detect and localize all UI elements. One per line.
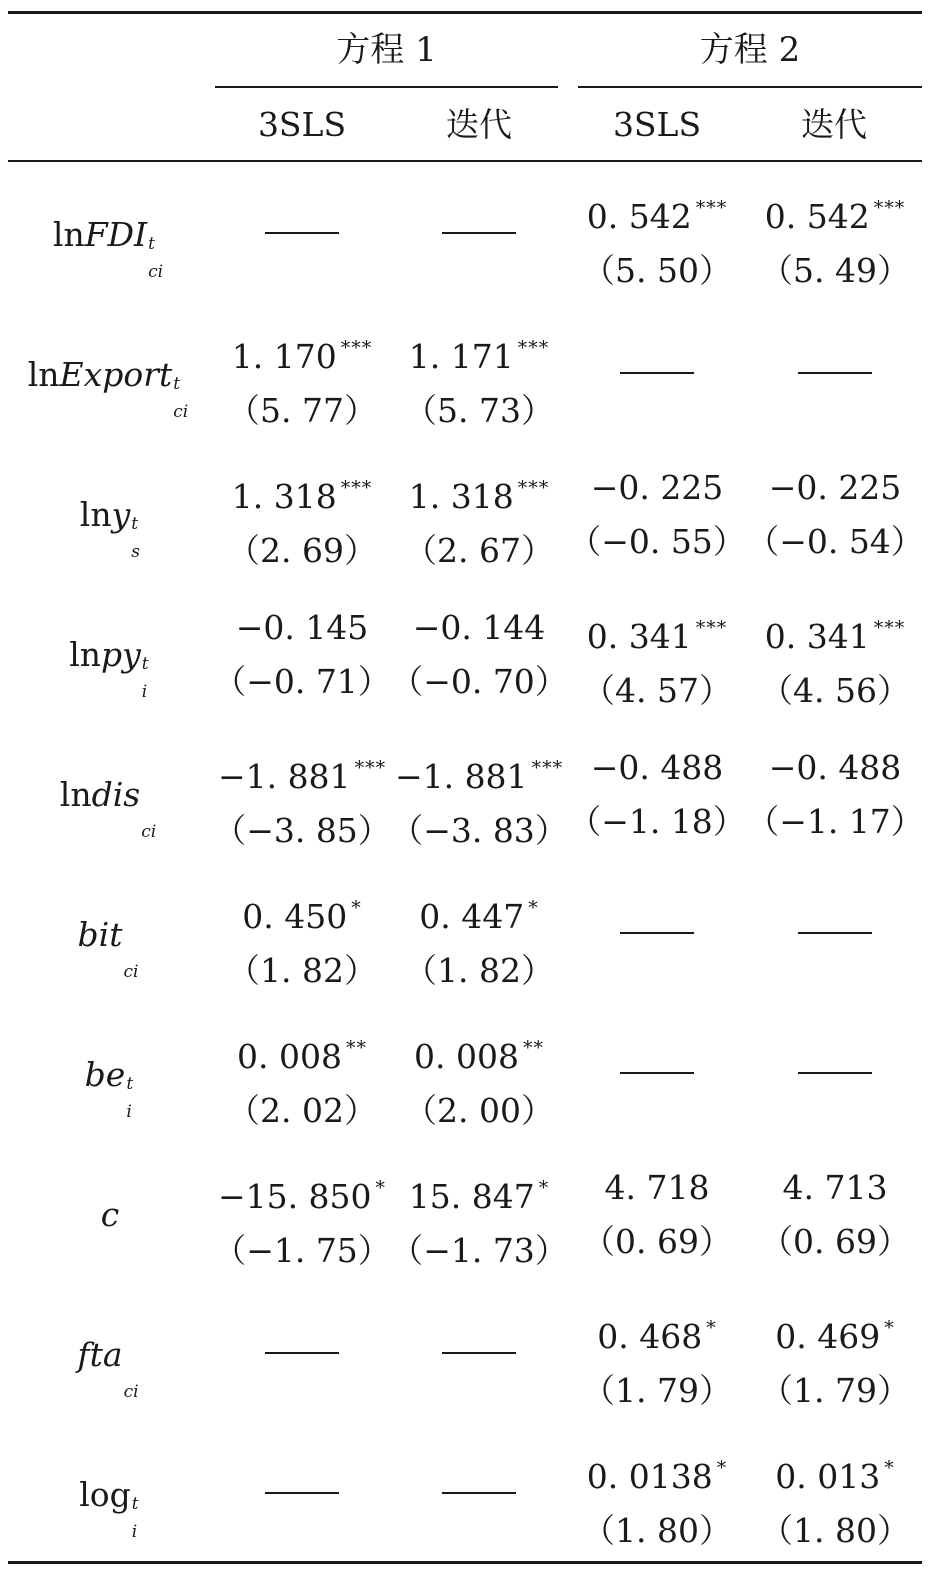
row-variable <box>20 215 200 282</box>
coefficient-line <box>568 608 746 657</box>
coefficient-cell <box>390 328 568 431</box>
t-statistic: （−1. 75） <box>213 1231 391 1270</box>
coefficient-line <box>390 1028 568 1077</box>
coefficient-value: 0. 008 <box>414 1037 519 1076</box>
significance-stars: * <box>375 1177 387 1199</box>
row-variable <box>20 1055 200 1122</box>
coefficient-value: −1. 881 <box>394 757 528 796</box>
variable-prefix: ln <box>59 775 92 814</box>
row-variable <box>20 355 200 422</box>
col-header-1: 3SLS <box>257 105 347 144</box>
variable-prefix: log <box>79 1475 131 1514</box>
empty-cell-dash <box>620 372 694 374</box>
significance-stars: * <box>528 897 539 919</box>
variable-subscript: ci <box>141 822 157 842</box>
empty-cell-dash <box>798 1072 872 1074</box>
significance-stars: *** <box>695 617 728 639</box>
variable-subscript: ci <box>123 1382 139 1402</box>
coefficient-line <box>568 468 746 508</box>
coefficient-value: 0. 008 <box>237 1037 342 1076</box>
significance-stars: *** <box>873 617 906 639</box>
t-statistic: （0. 69） <box>582 1222 732 1261</box>
coefficient-value: 0. 469 <box>775 1317 881 1356</box>
group2-underline <box>578 86 922 88</box>
coefficient-value: 0. 450 <box>242 897 348 936</box>
variable-superscript: t <box>141 654 149 674</box>
t-statistic: （5. 50） <box>582 251 732 290</box>
variable-superscript: t <box>131 1494 139 1514</box>
coefficient-cell <box>568 188 746 291</box>
variable-name: FDI <box>84 215 148 254</box>
t-statistic: （0. 69） <box>760 1222 910 1261</box>
variable-name: be <box>84 1055 126 1094</box>
coefficient-value: 0. 542 <box>586 197 692 236</box>
t-statistic: （4. 56） <box>760 671 910 710</box>
coefficient-value: 0. 341 <box>764 617 870 656</box>
coefficient-value: −0. 225 <box>590 468 724 507</box>
coefficient-line <box>390 328 568 377</box>
row-variable <box>20 1195 200 1235</box>
t-statistic: （−1. 17） <box>746 802 924 841</box>
coefficient-line <box>568 1168 746 1208</box>
coefficient-value: 0. 0138 <box>586 1457 713 1496</box>
coefficient-cell <box>390 748 568 851</box>
variable-subscript: s <box>131 542 140 562</box>
coefficient-value: −0. 488 <box>768 748 902 787</box>
coefficient-line <box>213 748 391 797</box>
col-header-2: 迭代 <box>446 105 512 144</box>
variable-subscript: i <box>141 682 148 702</box>
t-statistic: （−3. 85） <box>213 811 391 850</box>
variable-prefix: ln <box>69 635 102 674</box>
coefficient-line <box>746 1168 924 1208</box>
variable-name: py <box>101 635 141 674</box>
coefficient-line <box>746 608 924 657</box>
coefficient-cell <box>213 888 391 991</box>
significance-stars: * <box>351 897 362 919</box>
coefficient-line <box>568 748 746 788</box>
row-variable <box>20 775 200 842</box>
coefficient-line <box>390 748 568 797</box>
significance-stars: * <box>884 1457 895 1479</box>
coefficient-line <box>213 1168 391 1217</box>
coefficient-line <box>390 1168 568 1217</box>
coefficient-value: 0. 447 <box>419 897 525 936</box>
coefficient-value: 0. 542 <box>764 197 870 236</box>
empty-cell-dash <box>798 372 872 374</box>
t-statistic: （−1. 73） <box>390 1231 568 1270</box>
coefficient-value: 15. 847 <box>408 1177 535 1216</box>
coefficient-line <box>213 608 391 648</box>
significance-stars: * <box>538 1177 550 1199</box>
coefficient-line <box>746 748 924 788</box>
row-variable <box>20 1475 200 1542</box>
t-statistic: （2. 67） <box>404 531 554 570</box>
coefficient-cell <box>213 328 391 431</box>
coefficient-value: 4. 713 <box>782 1168 888 1207</box>
coefficient-value: 1. 318 <box>231 477 337 516</box>
coefficient-cell <box>568 1448 746 1551</box>
coefficient-cell <box>390 1028 568 1131</box>
coefficient-value: −0. 225 <box>768 468 902 507</box>
coefficient-cell <box>746 1448 924 1551</box>
t-statistic: （5. 77） <box>227 391 377 430</box>
variable-superscript: t <box>148 234 155 254</box>
t-statistic: （1. 82） <box>227 951 377 990</box>
t-statistic: （1. 80） <box>760 1511 910 1550</box>
t-statistic: （4. 57） <box>582 671 732 710</box>
coefficient-line <box>746 468 924 508</box>
t-statistic: （−0. 55） <box>568 522 746 561</box>
coefficient-value: 0. 341 <box>586 617 692 656</box>
coefficient-line <box>390 468 568 517</box>
coefficient-cell <box>568 748 746 842</box>
empty-cell-dash <box>442 1352 516 1354</box>
t-statistic: （1. 79） <box>582 1371 732 1410</box>
t-statistic: （−0. 70） <box>390 662 568 701</box>
coefficient-cell <box>746 1308 924 1411</box>
coefficient-line <box>746 1308 924 1357</box>
coefficient-value: −0. 488 <box>590 748 724 787</box>
coefficient-value: 1. 170 <box>231 337 337 376</box>
row-variable <box>20 635 200 702</box>
empty-cell-dash <box>265 1352 339 1354</box>
variable-name: bit <box>77 915 123 954</box>
t-statistic: （1. 80） <box>582 1511 732 1550</box>
significance-stars: *** <box>695 197 728 219</box>
t-statistic: （5. 49） <box>760 251 910 290</box>
coefficient-value: −15. 850 <box>217 1177 372 1216</box>
variable-superscript: t <box>131 514 139 534</box>
t-statistic: （−3. 83） <box>390 811 568 850</box>
coefficient-cell <box>213 468 391 571</box>
variable-subscript: i <box>131 1522 138 1542</box>
variable-subscript: ci <box>148 262 164 282</box>
coefficient-value: 1. 318 <box>408 477 514 516</box>
coefficient-line <box>568 1448 746 1497</box>
variable-subscript: i <box>126 1102 132 1122</box>
coefficient-line <box>390 608 568 648</box>
empty-cell-dash <box>442 232 516 234</box>
coefficient-cell <box>390 1168 568 1271</box>
col-header-3: 3SLS <box>612 105 702 144</box>
coefficient-cell <box>390 608 568 702</box>
coefficient-cell <box>568 608 746 711</box>
coefficient-line <box>213 328 391 377</box>
top-rule <box>8 11 922 14</box>
coefficient-value: 1. 171 <box>408 337 514 376</box>
significance-stars: * <box>884 1317 895 1339</box>
coefficient-value: 0. 013 <box>775 1457 881 1496</box>
coefficient-value: −1. 881 <box>217 757 351 796</box>
empty-cell-dash <box>798 932 872 934</box>
coefficient-value: −0. 144 <box>412 608 546 647</box>
t-statistic: （2. 00） <box>404 1091 554 1130</box>
t-statistic: （−0. 54） <box>746 522 924 561</box>
row-variable <box>20 915 200 982</box>
significance-stars: ** <box>345 1037 367 1059</box>
coefficient-value: 0. 468 <box>597 1317 703 1356</box>
variable-name: fta <box>77 1335 123 1374</box>
variable-name: c <box>100 1195 120 1234</box>
variable-prefix: ln <box>79 495 112 534</box>
variable-superscript: t <box>173 374 181 394</box>
coefficient-line <box>213 1028 391 1077</box>
coefficient-value: 4. 718 <box>604 1168 710 1207</box>
variable-name: dis <box>91 775 141 814</box>
t-statistic: （5. 73） <box>404 391 554 430</box>
significance-stars: * <box>706 1317 717 1339</box>
row-variable <box>20 1335 200 1402</box>
empty-cell-dash <box>265 1492 339 1494</box>
group-header-1: 方程 1 <box>336 30 437 70</box>
variable-subscript: ci <box>123 962 139 982</box>
coefficient-cell <box>213 748 391 851</box>
empty-cell-dash <box>620 1072 694 1074</box>
coefficient-cell <box>213 1168 391 1271</box>
coefficient-cell <box>746 608 924 711</box>
coefficient-cell <box>746 1168 924 1262</box>
header-rule <box>8 160 922 162</box>
coefficient-cell <box>568 1168 746 1262</box>
bottom-rule <box>8 1561 922 1564</box>
coefficient-cell <box>213 608 391 702</box>
t-statistic: （2. 69） <box>227 531 377 570</box>
coefficient-line <box>746 188 924 237</box>
variable-name: y <box>111 495 131 534</box>
variable-subscript: ci <box>173 402 189 422</box>
col-header-4: 迭代 <box>801 105 867 144</box>
coefficient-line <box>746 1448 924 1497</box>
coefficient-line <box>390 888 568 937</box>
empty-cell-dash <box>442 1492 516 1494</box>
t-statistic: （1. 82） <box>404 951 554 990</box>
coefficient-cell <box>746 748 924 842</box>
t-statistic: （2. 02） <box>227 1091 377 1130</box>
variable-name: Export <box>59 355 173 394</box>
significance-stars: *** <box>354 757 387 779</box>
significance-stars: *** <box>517 477 550 499</box>
t-statistic: （−1. 18） <box>568 802 746 841</box>
coefficient-line <box>568 1308 746 1357</box>
coefficient-cell <box>746 188 924 291</box>
significance-stars: ** <box>522 1037 544 1059</box>
coefficient-cell <box>746 468 924 562</box>
significance-stars: *** <box>873 197 906 219</box>
significance-stars: *** <box>531 757 564 779</box>
group1-underline <box>215 86 558 88</box>
empty-cell-dash <box>265 232 339 234</box>
coefficient-cell <box>568 468 746 562</box>
coefficient-cell <box>568 1308 746 1411</box>
t-statistic: （1. 79） <box>760 1371 910 1410</box>
variable-prefix: ln <box>27 355 60 394</box>
variable-superscript: t <box>126 1074 134 1094</box>
row-variable <box>20 495 200 562</box>
significance-stars: *** <box>340 337 373 359</box>
coefficient-line <box>213 468 391 517</box>
coefficient-value: −0. 145 <box>235 608 369 647</box>
t-statistic: （−0. 71） <box>213 662 391 701</box>
coefficient-cell <box>213 1028 391 1131</box>
group-header-2: 方程 2 <box>699 30 801 70</box>
significance-stars: *** <box>517 337 550 359</box>
significance-stars: * <box>716 1457 728 1479</box>
coefficient-cell <box>390 468 568 571</box>
variable-prefix: ln <box>52 215 85 254</box>
empty-cell-dash <box>620 932 694 934</box>
coefficient-cell <box>390 888 568 991</box>
coefficient-line <box>568 188 746 237</box>
coefficient-line <box>213 888 391 937</box>
significance-stars: *** <box>340 477 373 499</box>
